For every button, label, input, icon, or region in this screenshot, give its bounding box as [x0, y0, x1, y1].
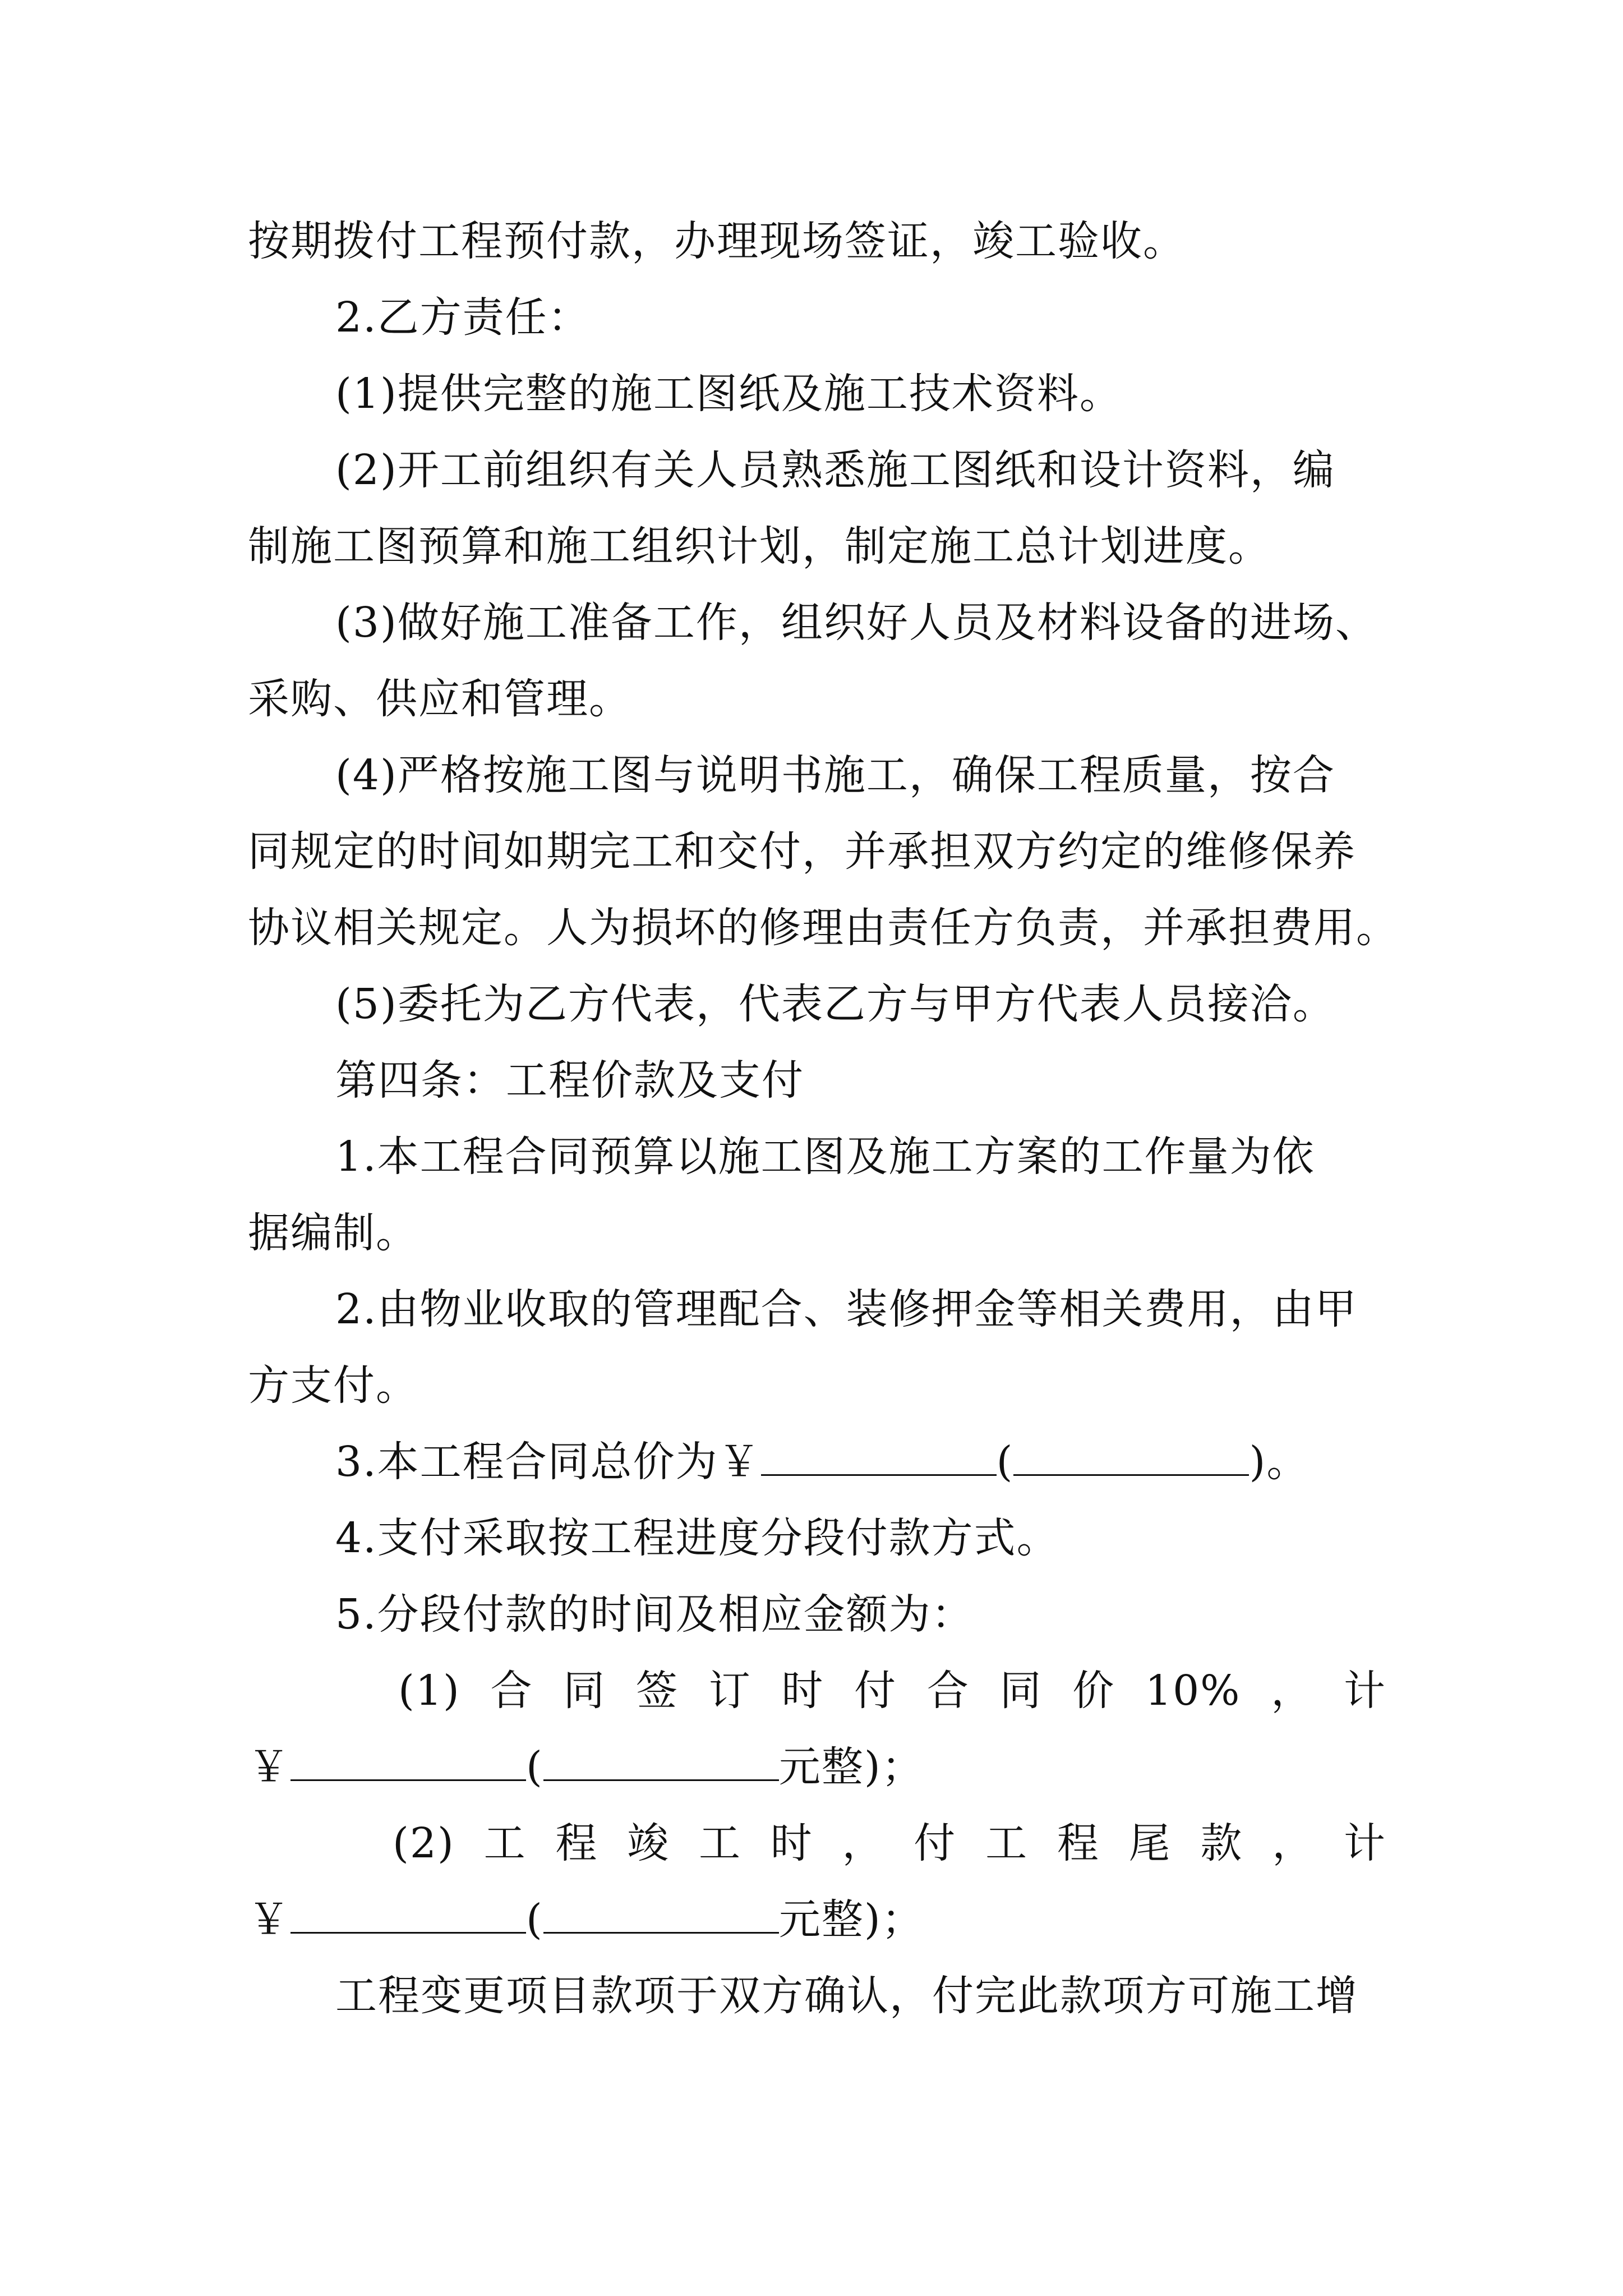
installment-2-word: 竣 [627, 1819, 670, 1867]
installment-2-word: 程 [555, 1819, 598, 1867]
currency-symbol: ￥ [248, 1895, 291, 1944]
installment-2-word: 工 [698, 1819, 741, 1867]
text-line: (5)委托为乙方代表，代表乙方与甲方代表人员接洽。 [335, 980, 1335, 1028]
installment-2-word: 工 [985, 1819, 1029, 1867]
installment-2-word: 计 [1343, 1819, 1386, 1867]
text-line: (3)做好施工准备工作，组织好人员及材料设备的进场、 [335, 599, 1378, 647]
installment-1-word: 时 [781, 1667, 824, 1715]
installment-1-word: 同 [563, 1667, 606, 1715]
text-line: 1.本工程合同预算以施工图及施工方案的工作量为依 [335, 1133, 1315, 1181]
amount-blank [291, 1745, 526, 1781]
installment-1-word: ， [1271, 1667, 1314, 1715]
installment-2-word: ， [1272, 1819, 1315, 1867]
installment-1-word: 付 [854, 1667, 897, 1715]
installment-2-line [393, 1815, 1386, 1871]
text-line: 工程变更项目款项于双方确认，付完此款项方可施工增 [335, 1972, 1358, 2020]
installment-2-word: 尾 [1128, 1819, 1172, 1867]
installment-1-line [398, 1663, 1386, 1719]
text-line: 协议相关规定。人为损坏的修理由责任方负责，并承担费用。 [248, 904, 1399, 952]
amount-open: ( [526, 1895, 543, 1944]
text-line: 4.支付采取按工程进度分段付款方式。 [335, 1514, 1059, 1562]
text-line: (2)开工前组织有关人员熟悉施工图纸和设计资料，编 [335, 446, 1335, 494]
total-price-words-blank [1013, 1439, 1249, 1476]
amount-open: ( [526, 1743, 543, 1791]
total-price-blank [761, 1439, 997, 1476]
installment-1-word: 订 [708, 1667, 751, 1715]
section-heading: 第四条：工程价款及支付 [335, 1056, 804, 1105]
amount-words-blank [543, 1897, 779, 1934]
installment-1-word: 合 [490, 1667, 533, 1715]
installment-1-word: 价 [1072, 1667, 1115, 1715]
installment-2-word: 付 [914, 1819, 957, 1867]
installment-1-word: 10% [1145, 1667, 1241, 1715]
text-line: 按期拨付工程预付款，办理现场签证，竣工验收。 [248, 217, 1186, 265]
text-line: 方支付。 [248, 1361, 418, 1410]
installment-2-word: ， [842, 1819, 885, 1867]
currency-symbol: ￥ [248, 1743, 291, 1791]
installment-2-word: 程 [1057, 1819, 1100, 1867]
text-line: 制施工图预算和施工组织计划，制定施工总计划进度。 [248, 522, 1271, 570]
installment-2-amount-line [248, 1892, 1386, 1948]
amount-close: 元整)； [778, 1895, 924, 1944]
installment-1-word: 同 [999, 1667, 1043, 1715]
total-price-line [335, 1434, 1386, 1490]
text-line: (1)提供完整的施工图纸及施工技术资料。 [335, 370, 1122, 418]
amount-words-blank [543, 1745, 779, 1781]
text-line: 2.乙方责任： [335, 293, 591, 342]
amount-close: 元整)； [778, 1743, 924, 1791]
total-price-open: ( [996, 1438, 1014, 1486]
text-line: (4)严格按施工图与说明书施工，确保工程质量，按合 [335, 751, 1335, 799]
text-line: 5.分段付款的时间及相应金额为： [335, 1590, 974, 1639]
installment-1-amount-line [248, 1739, 1386, 1795]
installment-1-word: 合 [926, 1667, 970, 1715]
installment-2-word: (2) [393, 1819, 455, 1867]
total-price-suffix: )。 [1249, 1438, 1310, 1486]
installment-1-word: 签 [635, 1667, 679, 1715]
amount-blank [291, 1897, 526, 1934]
text-line: 同规定的时间如期完工和交付，并承担双方约定的维修保养 [248, 827, 1356, 876]
text-line: 采购、供应和管理。 [248, 675, 631, 723]
total-price-prefix: 3.本工程合同总价为￥ [335, 1438, 761, 1486]
text-line: 2.由物业收取的管理配合、装修押金等相关费用，由甲 [335, 1285, 1358, 1333]
installment-2-word: 工 [483, 1819, 527, 1867]
installment-1-word: 计 [1343, 1667, 1386, 1715]
text-line: 据编制。 [248, 1209, 418, 1257]
installment-1-word: (1) [398, 1667, 460, 1715]
installment-2-word: 款 [1200, 1819, 1243, 1867]
installment-2-word: 时 [770, 1819, 813, 1867]
